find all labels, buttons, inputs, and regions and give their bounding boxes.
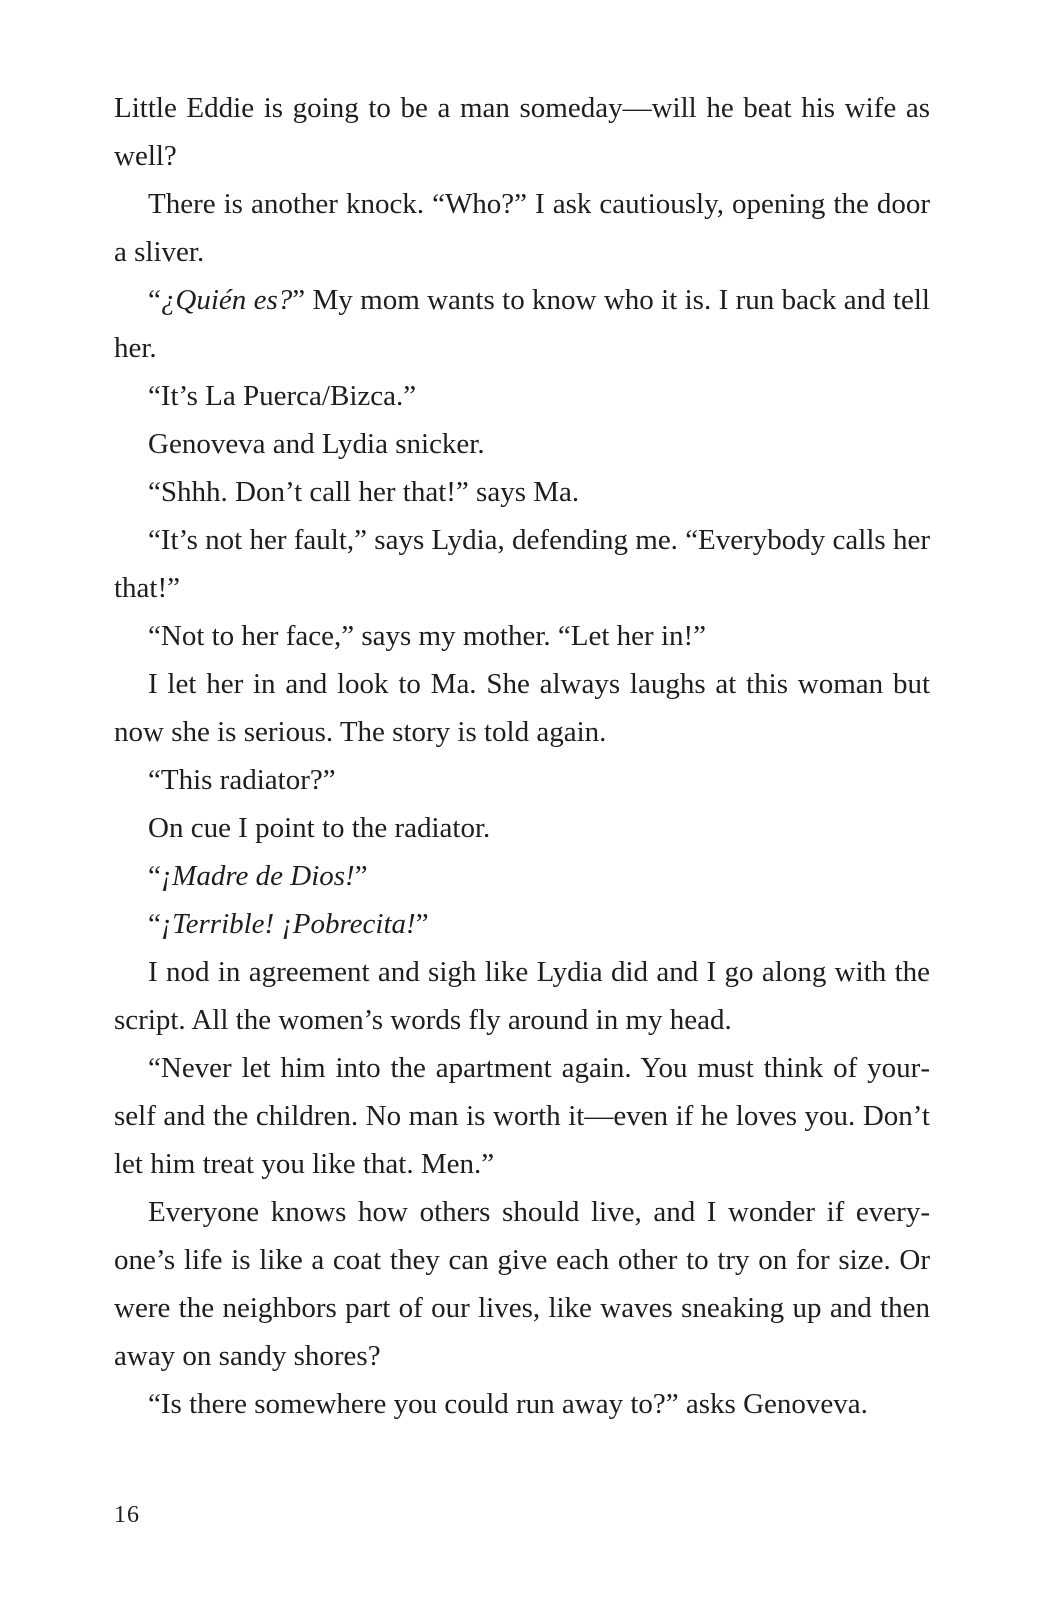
page-number: 16 <box>114 1502 140 1528</box>
paragraph-6 <box>114 468 930 516</box>
paragraph-15-text: “Never let him into the apartment again. You must think of yourself and the children. No man is worth it—even if he loves you. Don’t let him treat you like that. Men.” <box>114 1052 930 1180</box>
paragraph-2 <box>114 180 930 276</box>
paragraph-1 <box>114 84 930 180</box>
paragraph-4-text: “It’s La Puerca/Bizca.” <box>148 380 417 412</box>
paragraph-11-text: On cue I point to the radiator. <box>148 812 491 844</box>
paragraph-12-italic-madre-de-dios: ¡Madre de Dios! <box>160 860 355 892</box>
paragraph-14-text: I nod in agreement and sigh like Lydia did and I go along with the script. All the women’s words fly around in my head. <box>114 956 930 1036</box>
paragraph-14 <box>114 948 930 1044</box>
paragraph-16-text: Everyone knows how others should live, and I wonder if everyone’s life is like a coat they can give each other to try on for size. Or were the neighbors part of our lives, like waves sneaking up and then away on sandy shores? <box>114 1196 930 1372</box>
paragraph-15 <box>114 1044 930 1188</box>
paragraph-7-text: “It’s not her fault,” says Lydia, defending me. “Everybody calls her that!” <box>114 524 930 604</box>
paragraph-1-text: Little Eddie is going to be a man someday—will he beat his wife as well? <box>114 92 930 172</box>
paragraph-17-text: “Is there somewhere you could run away to?” asks Genoveva. <box>148 1388 868 1420</box>
paragraph-3-open-quote: “ <box>148 284 161 316</box>
paragraph-12 <box>114 852 930 900</box>
body-text <box>114 84 930 1428</box>
paragraph-3-rest: ” My mom wants to know who it is. I run back and tell her. <box>114 284 930 364</box>
paragraph-10-text: “This radiator?” <box>148 764 336 796</box>
paragraph-10 <box>114 756 930 804</box>
paragraph-7 <box>114 516 930 612</box>
paragraph-17 <box>114 1380 930 1428</box>
paragraph-9-text: I let her in and look to Ma. She always laughs at this woman but now she is serious. The story is told again. <box>114 668 930 748</box>
paragraph-3 <box>114 276 930 372</box>
paragraph-13-open-quote: “ <box>148 908 161 940</box>
paragraph-2-text: There is another knock. “Who?” I ask cautiously, opening the door a sliver. <box>114 188 930 268</box>
paragraph-5 <box>114 420 930 468</box>
paragraph-3-italic-quien-es: ¿Quién es? <box>160 284 293 316</box>
paragraph-8-text: “Not to her face,” says my mother. “Let her in!” <box>148 620 707 652</box>
paragraph-13-italic-terrible-pobrecita: ¡Terrible! ¡Pobrecita! <box>160 908 416 940</box>
paragraph-13-close-quote: ” <box>415 908 429 940</box>
paragraph-6-text: “Shhh. Don’t call her that!” says Ma. <box>148 476 580 508</box>
paragraph-13 <box>114 900 930 948</box>
paragraph-16 <box>114 1188 930 1380</box>
paragraph-5-text: Genoveva and Lydia snicker. <box>148 428 485 460</box>
paragraph-12-open-quote: “ <box>148 860 161 892</box>
paragraph-11 <box>114 804 930 852</box>
paragraph-8 <box>114 612 930 660</box>
paragraph-12-close-quote: ” <box>354 860 368 892</box>
paragraph-9 <box>114 660 930 756</box>
paragraph-4 <box>114 372 930 420</box>
